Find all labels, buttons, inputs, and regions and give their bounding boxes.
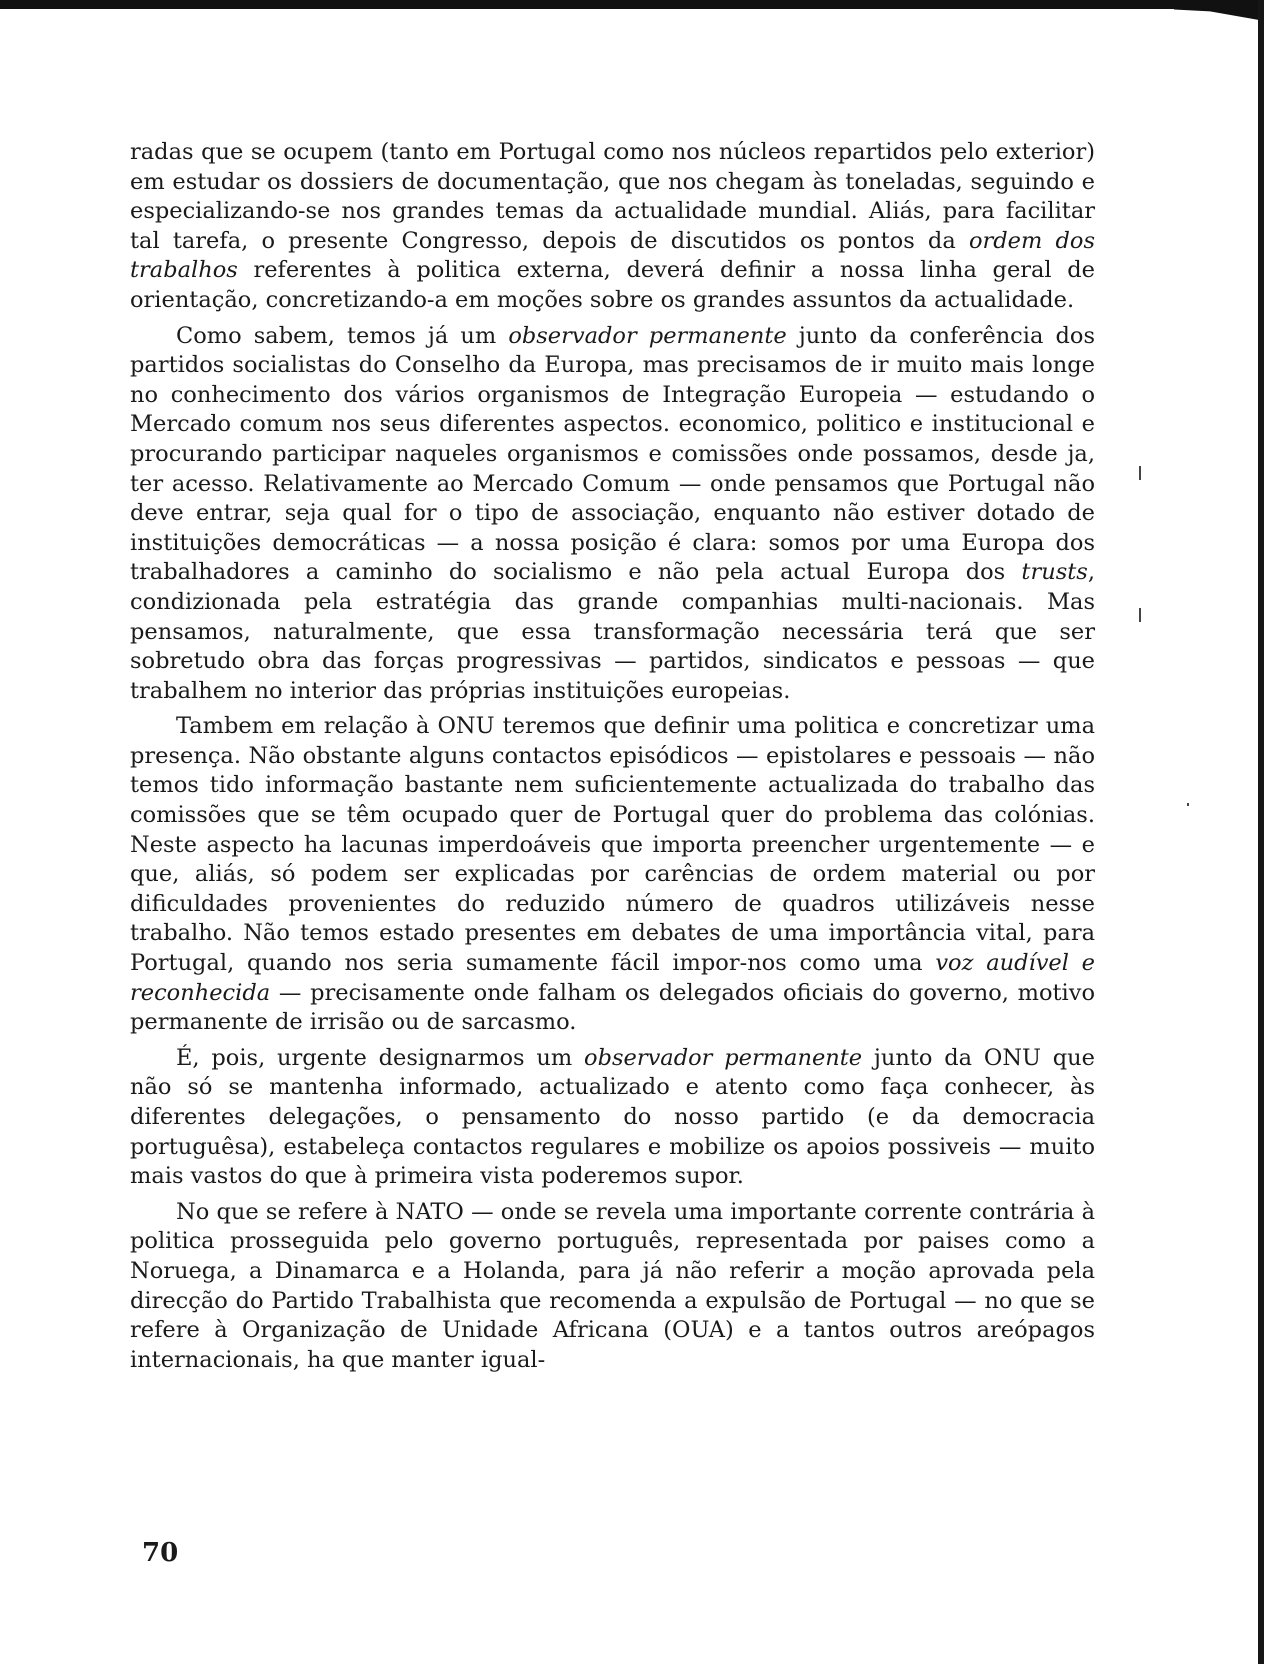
- paragraph-3: [130, 712, 1095, 1038]
- scan-speck: [1187, 803, 1189, 806]
- text-run: , condizionada pela estratégia das grande companhias multi-nacionais. Mas pensamos, naturalmente, que essa transformação necessária terá que ser sobretudo obra das forças progressivas — partidos, sindicatos e pessoas — que trabalhem no interior das próprias instituições europeias.: [130, 559, 1095, 704]
- scan-speck: [1139, 466, 1141, 480]
- paragraph-2: [130, 322, 1095, 707]
- text-run: No que se refere à NATO — onde se revela uma importante corrente contrária à politica prosseguida pelo governo português, representada por paises como a Noruega, a Dinamarca e a Holanda, para já não referir a moção aprovada pela direcção do Partido Trabalhista que recomenda a expulsão de Portugal — no que se refere à Organização de Unidade Africana (OUA) e a tantos outros areópagos internacionais, ha que manter igual-: [130, 1198, 1095, 1373]
- body-text: [130, 138, 1095, 1381]
- scan-right-edge: [1258, 0, 1264, 1664]
- scan-corner-mark: [1174, 0, 1264, 38]
- text-run: referentes à politica externa, deverá definir a nossa linha geral de orientação, concretizando-a em moções sobre os grandes assuntos da actualidade.: [130, 257, 1095, 313]
- text-run: junto da conferência dos partidos socialistas do Conselho da Europa, mas precisamos de ir muito mais longe no conhecimento dos vários organismos de Integração Europeia — estudando o Mercado comum nos seus diferentes aspectos. economico, politico e institucional e procurando participar naqueles organismos e comissões onde possamos, desde ja, ter acesso. Relativamente ao Mercado Comum — onde pensamos que Portugal não deve entrar, seja qual for o tipo de associação, enquanto não estiver dotado de instituições democráticas — a nossa posição é clara: somos por uma Europa dos trabalhadores a caminho do socialismo e não pela actual Europa dos: [130, 322, 1095, 586]
- text-run: — precisamente onde falham os delegados oficiais do governo, motivo permanente de irrisão ou de sarcasmo.: [130, 979, 1095, 1036]
- italic-phrase: ordem dos trabalhos: [130, 227, 1095, 284]
- text-run: Como sabem, temos já um: [176, 322, 509, 349]
- italic-phrase: voz audível e reconhecida: [130, 950, 1095, 1006]
- paragraph-1: [130, 138, 1095, 316]
- italic-phrase: observador permanente: [508, 322, 787, 349]
- page-number: 70: [142, 1538, 179, 1568]
- italic-phrase: trusts: [1021, 559, 1088, 586]
- text-run: junto da ONU que não só se mantenha informado, actualizado e atento como faça conhecer, às diferentes delegações, o pensamento do nosso partido (e da democracia portuguêsa), estabeleça contactos regulares e mobilize os apoios possiveis — muito mais vastos do que à primeira vista poderemos supor.: [130, 1044, 1095, 1190]
- text-run: radas que se ocupem (tanto em Portugal como nos núcleos repartidos pelo exterior) em estudar os dossiers de documentação, que nos chegam às toneladas, seguindo e especializando-se nos grandes temas da actualidade mundial. Aliás, para facilitar tal tarefa, o presente Congresso, depois de discutidos os pontos da: [130, 139, 1095, 254]
- scan-top-border: [0, 0, 1190, 9]
- scan-speck: [1139, 608, 1141, 622]
- paragraph-4: [130, 1044, 1095, 1192]
- text-run: É, pois, urgente designarmos um: [176, 1044, 585, 1071]
- paragraph-5: [130, 1198, 1095, 1376]
- italic-phrase: observador permanente: [584, 1044, 863, 1071]
- text-run: Tambem em relação à ONU teremos que definir uma politica e concretizar uma presença. Não obstante alguns contactos episódicos — epistolares e pessoais — não temos tido informação bastante nem suficientemente actualizada do trabalho das comissões que se têm ocupado quer de Portugal quer do problema das colónias. Neste aspecto ha lacunas imperdoáveis que importa preencher urgentemente — e que, aliás, só podem ser explicadas por carências de ordem material ou por dificuldades provenientes do reduzido número de quadros utilizáveis nesse trabalho. Não temos estado presentes em debates de uma importância vital, para Portugal, quando nos seria sumamente fácil impor-nos como uma: [130, 713, 1095, 977]
